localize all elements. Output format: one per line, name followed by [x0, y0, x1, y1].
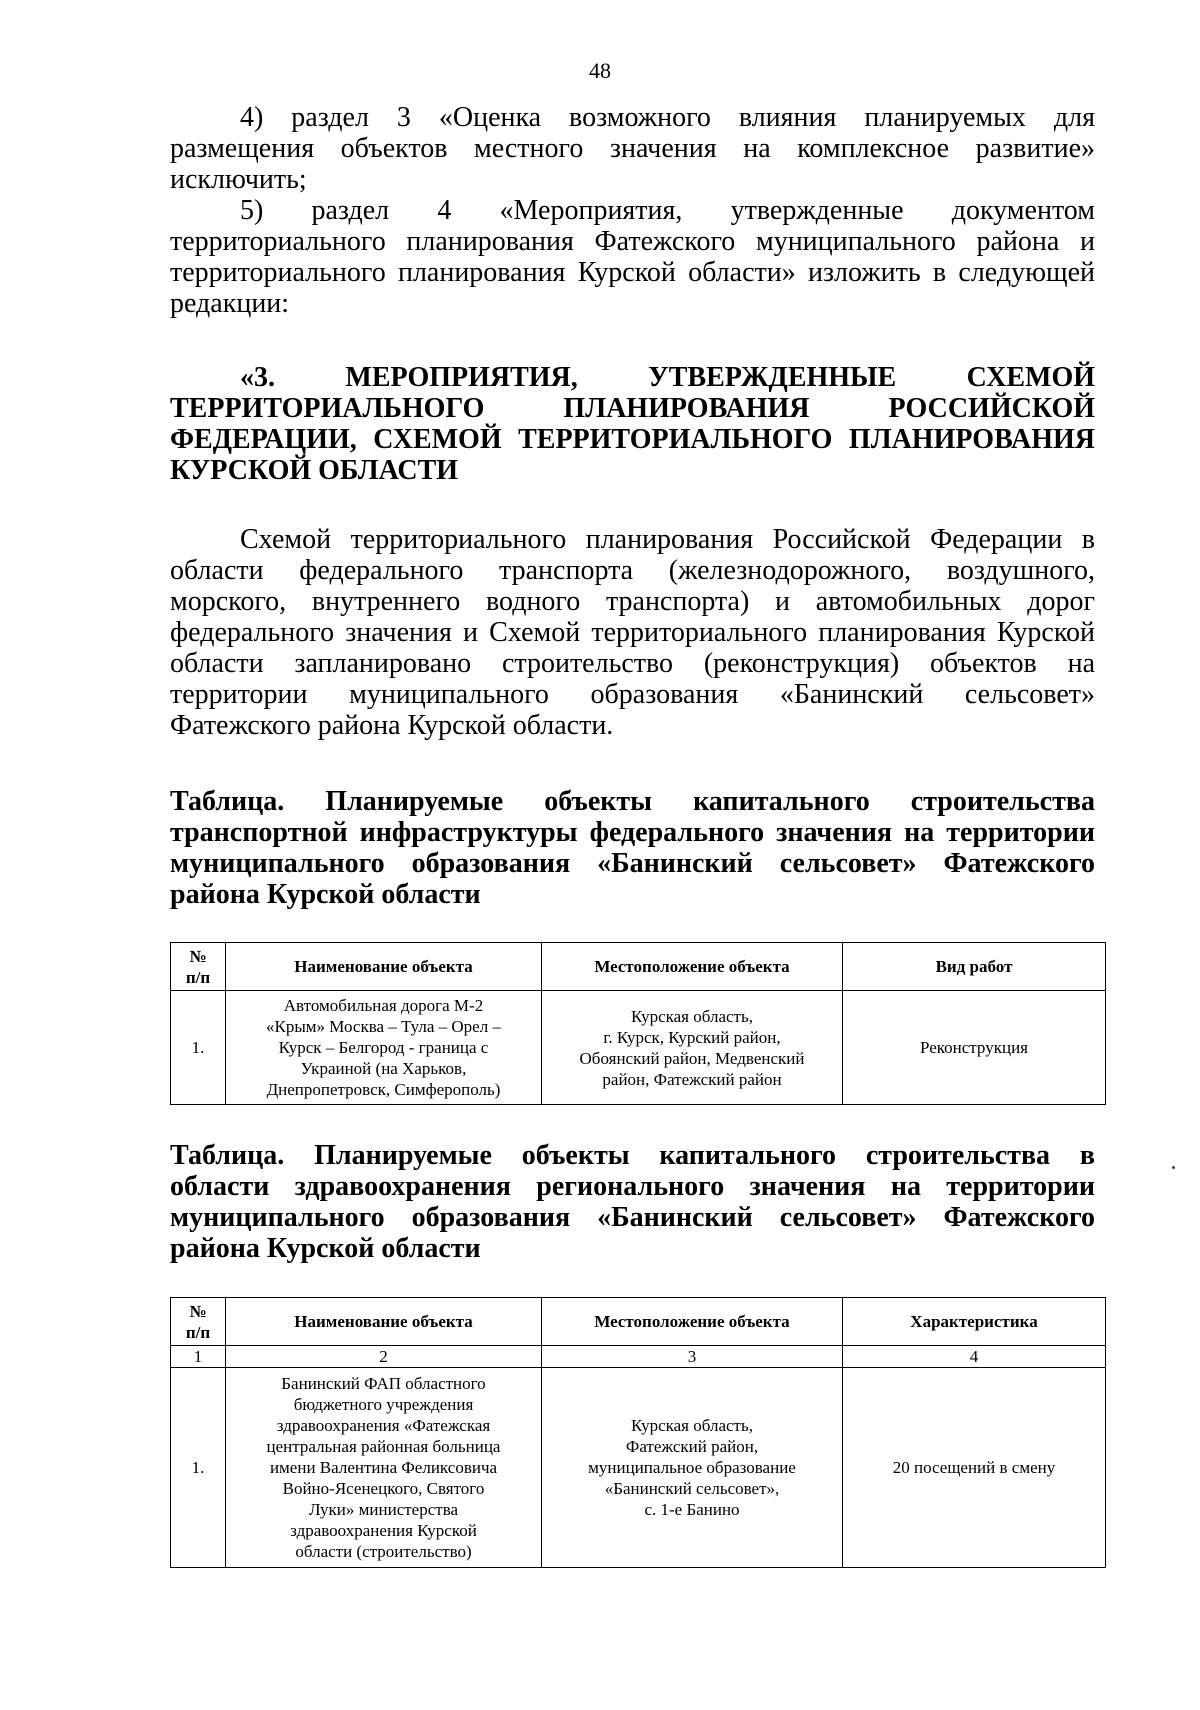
table-row [171, 991, 1106, 1105]
table-1-caption [170, 786, 1095, 910]
header-number [171, 1298, 226, 1346]
object-name-line: Курск – Белгород - граница с [278, 1038, 489, 1057]
item-4-line-3: исключить; [170, 164, 307, 195]
body-line-1: Схемой территориального планирования Российской Федерации в [240, 524, 1095, 555]
location-line: Курская область, [631, 1006, 753, 1026]
section-heading [170, 362, 1095, 486]
location-line: Фатежский район, [625, 1437, 759, 1456]
location-line: «Банинский сельсовет», [604, 1479, 780, 1498]
header-number-abbrev: п/п [185, 1322, 211, 1342]
table-2-caption-line-4: района Курской области [170, 1233, 481, 1264]
item-4-line-2: размещения объектов местного значения на комплексное развитие» [170, 133, 1095, 164]
object-name-line: центральная районная больница [266, 1437, 501, 1456]
location-line: Курская область, [631, 1416, 753, 1435]
section-heading-line-3: ФЕДЕРАЦИИ, СХЕМОЙ ТЕРРИТОРИАЛЬНОГО ПЛАНИРОВАНИЯ [170, 424, 1095, 455]
object-name-line: области (строительство) [295, 1542, 472, 1561]
row-work-type: Реконструкция [843, 991, 1106, 1105]
object-name-line: «Крым» Москва – Тула – Орел – [266, 1017, 501, 1036]
header-object-name: Наименование объекта [226, 1298, 542, 1346]
row-object-location [542, 1368, 843, 1568]
item-5-line-1: 5) раздел 4 «Мероприятия, утвержденные документом [240, 195, 1095, 226]
row-object-name [226, 1368, 542, 1568]
body-paragraph [170, 524, 1095, 741]
header-object-location: Местоположение объекта [542, 943, 843, 991]
object-name-line: здравоохранения Курской [290, 1521, 477, 1540]
table-2-header-row [171, 1298, 1106, 1346]
header-number-abbrev: п/п [185, 967, 211, 987]
column-number: 3 [542, 1346, 843, 1368]
object-name-line: Украиной (на Харьков, [300, 1059, 467, 1078]
row-number: 1. [171, 1368, 226, 1568]
column-number: 4 [843, 1346, 1106, 1368]
row-characteristic: 20 посещений в смену [843, 1368, 1106, 1568]
header-number-symbol: № [189, 946, 207, 966]
header-object-name: Наименование объекта [226, 943, 542, 991]
header-number-symbol: № [189, 1301, 207, 1321]
header-object-location: Местоположение объекта [542, 1298, 843, 1346]
table-2-caption-line-3: муниципального образования «Банинский сельсовет» Фатежского [170, 1202, 1095, 1233]
item-5-line-4: редакции: [170, 288, 290, 319]
object-name-line: здравоохранения «Фатежская [276, 1416, 491, 1435]
location-line: Обоянский район, Медвенский [579, 1048, 805, 1068]
item-5-line-2: территориального планирования Фатежского муниципального района и [170, 226, 1095, 257]
object-name-line: бюджетного учреждения [293, 1395, 474, 1414]
object-name-line: Луки» министерства [308, 1500, 459, 1519]
body-line-2: области федерального транспорта (железнодорожного, воздушного, [170, 555, 1095, 586]
object-name-line: Днепропетровск, Симферополь) [266, 1080, 501, 1099]
table-1-caption-line-4: района Курской области [170, 879, 481, 910]
table-1-caption-line-1: Таблица. Планируемые объекты капитального строительства [170, 786, 1095, 817]
row-object-location [542, 991, 843, 1105]
object-name-line: Банинский ФАП областного [281, 1374, 486, 1393]
body-line-3: морского, внутреннего водного транспорта) и автомобильных дорог [170, 586, 1095, 617]
item-4-line-1: 4) раздел 3 «Оценка возможного влияния планируемых для [240, 102, 1095, 133]
page-number: 48 [589, 58, 611, 83]
item-5-line-3: территориального планирования Курской области» изложить в следующей [170, 257, 1095, 288]
body-line-4: федерального значения и Схемой территориального планирования Курской [170, 617, 1095, 648]
object-name-line: Войно-Ясенецкого, Святого [282, 1479, 485, 1498]
section-heading-line-2: ТЕРРИТОРИАЛЬНОГО ПЛАНИРОВАНИЯ РОССИЙСКОЙ [170, 393, 1095, 424]
location-line: район, Фатежский район [602, 1069, 782, 1089]
location-line: г. Курск, Курский район, [603, 1027, 781, 1047]
object-name-line: имени Валентина Феликсовича [269, 1458, 498, 1477]
header-number [171, 943, 226, 991]
table-1 [170, 942, 1106, 1105]
table-1-header-row [171, 943, 1106, 991]
location-line: муниципальное образование [588, 1458, 796, 1477]
intro-items [170, 102, 1095, 319]
table-2-caption [170, 1140, 1095, 1264]
location-line: с. 1-е Банино [644, 1500, 740, 1519]
table-2 [170, 1297, 1106, 1568]
table-2-caption-line-1: Таблица. Планируемые объекты капитального строительства в [170, 1140, 1095, 1171]
row-object-name [226, 991, 542, 1105]
table-2-column-numbers-row [171, 1346, 1106, 1368]
body-line-7: Фатежского района Курской области. [170, 710, 614, 741]
row-number: 1. [171, 991, 226, 1105]
table-1-caption-line-3: муниципального образования «Банинский сельсовет» Фатежского [170, 848, 1095, 879]
column-number: 1 [171, 1346, 226, 1368]
table-1-caption-line-2: транспортной инфраструктуры федерального значения на территории [170, 817, 1095, 848]
section-heading-line-4: КУРСКОЙ ОБЛАСТИ [170, 455, 459, 486]
body-line-6: территории муниципального образования «Банинский сельсовет» [170, 679, 1095, 710]
section-heading-line-1: «3. МЕРОПРИЯТИЯ, УТВЕРЖДЕННЫЕ СХЕМОЙ [240, 362, 1095, 393]
header-characteristic: Характеристика [843, 1298, 1106, 1346]
table-2-caption-line-2: области здравоохранения регионального значения на территории [170, 1171, 1095, 1202]
header-work-type: Вид работ [843, 943, 1106, 991]
body-line-5: области запланировано строительство (реконструкция) объектов на [170, 648, 1095, 679]
table-row [171, 1368, 1106, 1568]
column-number: 2 [226, 1346, 542, 1368]
object-name-line: Автомобильная дорога М-2 [283, 996, 484, 1015]
scan-speck [1172, 1166, 1175, 1169]
